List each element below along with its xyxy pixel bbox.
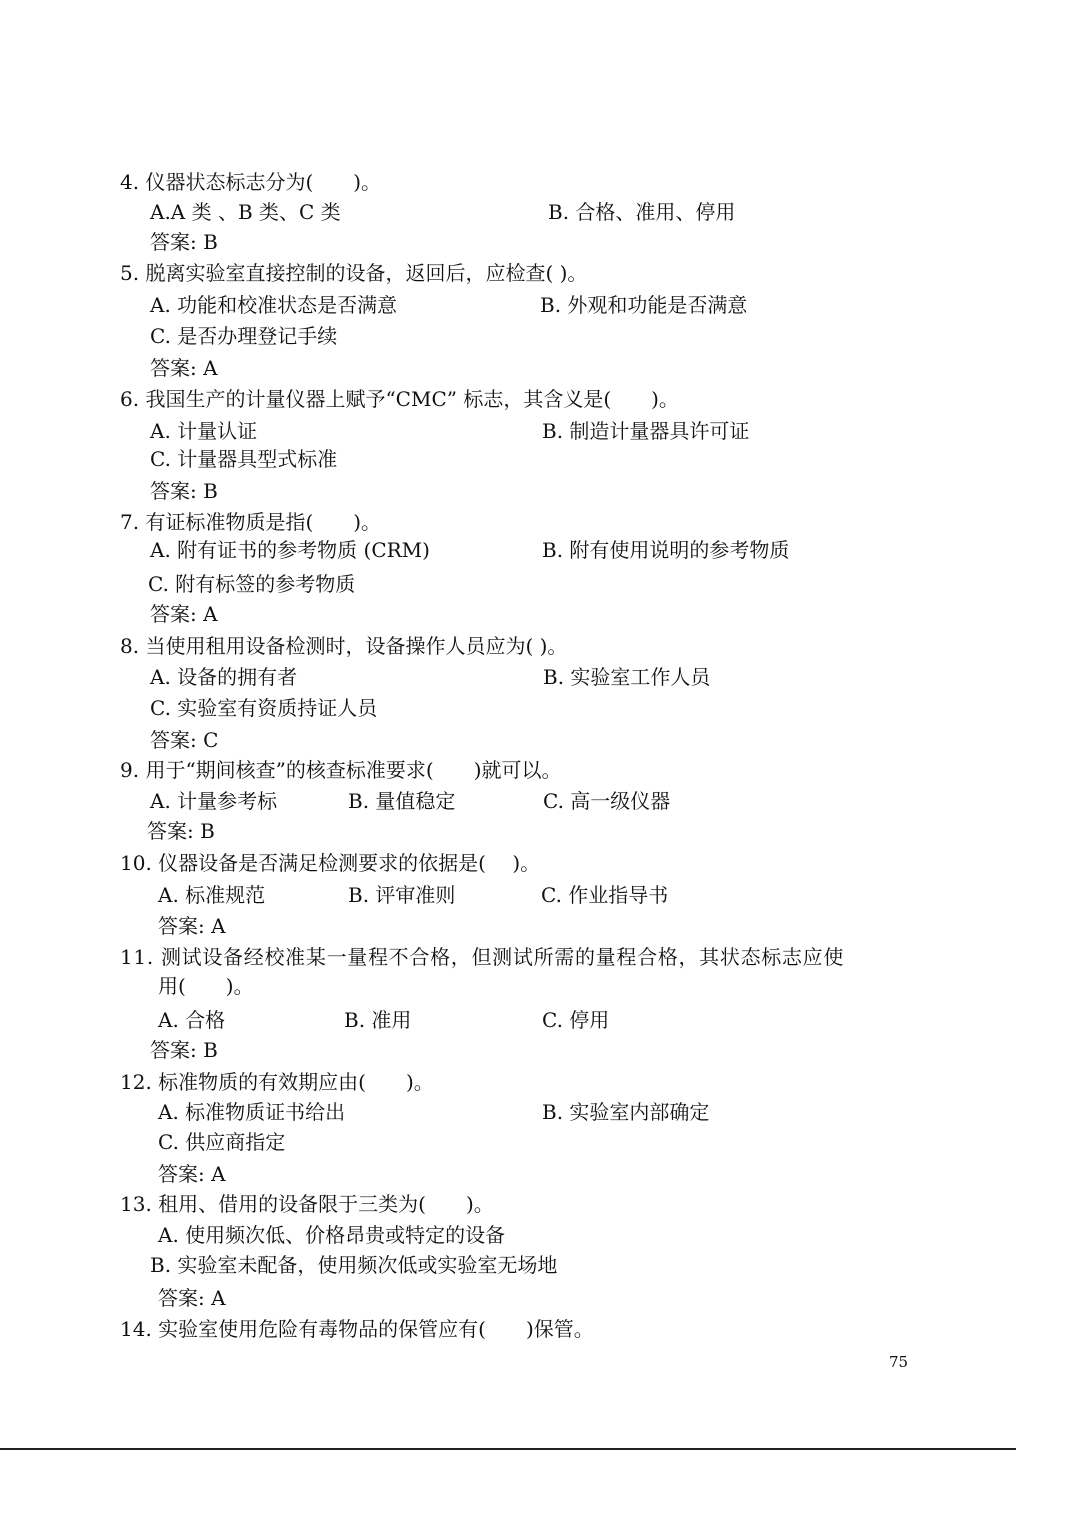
q12-option-c: C. 供应商指定 bbox=[158, 1130, 286, 1154]
q4-answer: 答案: B bbox=[150, 230, 218, 254]
q6-answer: 答案: B bbox=[150, 479, 218, 503]
q8-option-a: A. 设备的拥有者 bbox=[150, 665, 298, 689]
q4-option-a: A.A 类 、B 类、C 类 bbox=[150, 200, 341, 224]
footer-divider bbox=[0, 1448, 1016, 1450]
q12-option-b: B. 实验室内部确定 bbox=[542, 1100, 710, 1124]
page-number: 75 bbox=[889, 1353, 909, 1371]
q14-stem: 14. 实验室使用危险有毒物品的保管应有( )保管。 bbox=[120, 1317, 594, 1341]
q13-option-a: A. 使用频次低、价格昂贵或特定的设备 bbox=[158, 1223, 506, 1247]
q6-option-a: A. 计量认证 bbox=[150, 419, 258, 443]
q11-stem-continued: 用( )。 bbox=[158, 974, 254, 998]
q11-option-c: C. 停用 bbox=[542, 1008, 610, 1032]
q7-option-c: C. 附有标签的参考物质 bbox=[148, 572, 356, 596]
q13-stem: 13. 租用、借用的设备限于三类为( )。 bbox=[120, 1192, 494, 1216]
q9-option-c: C. 高一级仪器 bbox=[543, 789, 671, 813]
q8-stem: 8. 当使用租用设备检测时，设备操作人员应为( )。 bbox=[120, 634, 568, 658]
q8-answer: 答案: C bbox=[150, 728, 219, 752]
q5-option-b: B. 外观和功能是否满意 bbox=[540, 293, 748, 317]
q11-option-b: B. 准用 bbox=[344, 1008, 412, 1032]
q11-stem: 11. 测试设备经校准某一量程不合格，但测试所需的量程合格，其状态标志应使 bbox=[120, 945, 845, 969]
q7-stem: 7. 有证标准物质是指( )。 bbox=[120, 510, 382, 534]
q4-option-b: B. 合格、准用、停用 bbox=[548, 200, 736, 224]
q9-answer: 答案: B bbox=[147, 819, 215, 843]
q10-option-a: A. 标准规范 bbox=[158, 883, 266, 907]
q6-option-c: C. 计量器具型式标准 bbox=[150, 447, 338, 471]
q10-stem: 10. 仪器设备是否满足检测要求的依据是( )。 bbox=[120, 851, 541, 875]
q9-stem: 9. 用于“期间核查”的核查标准要求( )就可以。 bbox=[120, 758, 562, 782]
q8-option-c: C. 实验室有资质持证人员 bbox=[150, 696, 378, 720]
q9-option-a: A. 计量参考标 bbox=[150, 789, 278, 813]
q7-option-a: A. 附有证书的参考物质 (CRM) bbox=[150, 538, 430, 562]
q8-option-b: B. 实验室工作人员 bbox=[543, 665, 711, 689]
q11-answer: 答案: B bbox=[150, 1038, 218, 1062]
q10-option-c: C. 作业指导书 bbox=[541, 883, 669, 907]
q7-option-b: B. 附有使用说明的参考物质 bbox=[542, 538, 790, 562]
q5-option-a: A. 功能和校准状态是否满意 bbox=[150, 293, 398, 317]
q6-option-b: B. 制造计量器具许可证 bbox=[542, 419, 750, 443]
q12-answer: 答案: A bbox=[158, 1162, 226, 1186]
q12-option-a: A. 标准物质证书给出 bbox=[158, 1100, 346, 1124]
q9-option-b: B. 量值稳定 bbox=[348, 789, 456, 813]
q12-stem: 12. 标准物质的有效期应由( )。 bbox=[120, 1070, 434, 1094]
q11-option-a: A. 合格 bbox=[158, 1008, 226, 1032]
q6-stem: 6. 我国生产的计量仪器上赋予“CMC” 标志，其含义是( )。 bbox=[120, 387, 679, 411]
q10-option-b: B. 评审准则 bbox=[348, 883, 456, 907]
q13-answer: 答案: A bbox=[158, 1286, 226, 1310]
q4-stem: 4. 仪器状态标志分为( )。 bbox=[120, 170, 382, 194]
q13-option-b: B. 实验室未配备，使用频次低或实验室无场地 bbox=[150, 1253, 558, 1277]
q5-option-c: C. 是否办理登记手续 bbox=[150, 324, 338, 348]
q10-answer: 答案: A bbox=[158, 914, 226, 938]
q7-answer: 答案: A bbox=[150, 602, 218, 626]
q5-answer: 答案: A bbox=[150, 356, 218, 380]
q5-stem: 5. 脱离实验室直接控制的设备，返回后，应检查( )。 bbox=[120, 261, 588, 285]
